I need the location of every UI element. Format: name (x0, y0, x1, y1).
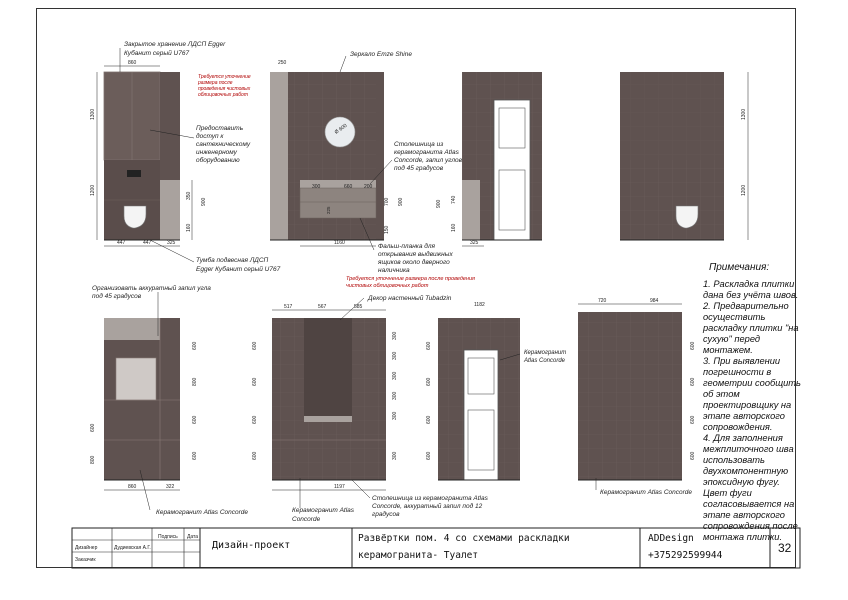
dim-label: Ø 600 (333, 122, 349, 136)
company-name: ADDesign (648, 533, 694, 544)
elevation-view-7 (426, 302, 520, 480)
door (464, 350, 498, 480)
mirror (116, 358, 156, 400)
callout-red-2: Требуется уточнение размера после проведения чистовых облицовочных работ (346, 276, 475, 289)
dim-label: 660 (344, 184, 353, 190)
dim-label: 600 (426, 415, 432, 424)
designer-name: Дудиевская А.Г. (114, 545, 151, 551)
dim-label: 860 (128, 484, 137, 490)
dim-label: 300 (392, 331, 398, 340)
elevation-view-1 (90, 60, 207, 246)
callout-porcelain-4: Керамогранит Atlas Concorde (600, 489, 693, 496)
elevation-view-4 (620, 72, 748, 240)
callout-decor: Декор настенный Tubadzin (368, 295, 452, 302)
dim-label: 325 (470, 240, 479, 246)
dim-label: 322 (166, 484, 175, 490)
dim-label: 600 (426, 341, 432, 350)
sheet-number: 32 (778, 541, 792, 555)
note-item: 2. Предварительно осуществить раскладку плитки "на сухую" перед монтажем. (703, 301, 799, 355)
sheet-title-line1: Развёртки пом. 4 со схемами раскладки (358, 533, 570, 544)
dim-label: 1300 (90, 108, 96, 120)
dim-label: 600 (252, 451, 258, 460)
dim-label: 900 (436, 199, 442, 208)
dim-label: 600 (192, 341, 198, 350)
dim-label: 567 (318, 304, 327, 310)
col-date-label: Дата (187, 534, 199, 540)
note-item: 1. Раскладка плитки дана без учёта швов. (703, 279, 799, 300)
callout-line: Кубанит серый U767 (124, 50, 190, 57)
dim-label: 1182 (474, 302, 485, 308)
dim-label: 600 (690, 341, 696, 350)
notes-panel (703, 262, 803, 543)
dim-label: 300 (392, 391, 398, 400)
note-item: 4. Для заполнения межплиточного шва использовать двухкомпонентную эпоксидную фугу. Цвет фуги согласовывается на этапе авторского сопровождения после монтажа плитки. (703, 433, 798, 542)
dim-label: 600 (192, 415, 198, 424)
dim-label: 600 (252, 341, 258, 350)
dim-label: 250 (278, 60, 287, 66)
role-designer: Дизайнер (75, 545, 98, 551)
dim-label: 300 (392, 371, 398, 380)
dim-label: 160 (186, 223, 192, 232)
dim-label: 600 (252, 415, 258, 424)
side-cabinet (160, 180, 180, 240)
dim-label: 800 (90, 455, 96, 464)
dim-label: 600 (426, 451, 432, 460)
dim-label: 1200 (741, 184, 747, 196)
elevation-view-2 (270, 60, 404, 246)
dim-label: 1200 (90, 184, 96, 196)
dim-label: 800 (192, 377, 198, 386)
dim-label: 984 (650, 298, 659, 304)
flush-button (127, 170, 141, 177)
callout-corner: Организовать аккуратный запил угла под 45 градусов (92, 285, 211, 300)
elevation-view-8 (578, 298, 696, 480)
dim-label: 447 (117, 240, 126, 246)
callout-cabinet: Тумба подвесная ЛДСП Egger Кубанит серый U767 (196, 257, 281, 273)
dim-label: 1160 (334, 240, 345, 246)
col-sign-label: Подпись (158, 534, 178, 540)
dim-label: 1197 (334, 484, 345, 490)
dim-label: 585 (354, 304, 363, 310)
dim-label: 600 (192, 451, 198, 460)
role-client: Заказчик (75, 557, 96, 563)
dim-label: 300 (392, 351, 398, 360)
elevation-view-6 (252, 304, 398, 490)
callout-countertop-1: Столешница из керамогранита Atlas Concorde, запил углов под 45 градусов (394, 141, 463, 172)
callout-storage (124, 41, 227, 57)
note-item: 3. При выявлении погрешности в геометрии сообщить об этом проектировщику на этапе авторского сопровождения. (703, 356, 801, 432)
project-label: Дизайн-проект (212, 540, 291, 551)
vanity-cabinet (300, 188, 376, 218)
dim-label: 720 (598, 298, 607, 304)
dim-label: 600 (252, 377, 258, 386)
dim-label: 600 (690, 415, 696, 424)
dim-label: 900 (398, 197, 404, 206)
dim-label: 350 (186, 191, 192, 200)
dim-label: 160 (451, 223, 457, 232)
dim-label: 600 (690, 377, 696, 386)
elevation-view-5 (90, 318, 198, 490)
dim-label: 300 (312, 184, 321, 190)
dim-label: 860 (128, 60, 137, 66)
dim-label: 447 (143, 240, 152, 246)
dim-label: 150 (384, 225, 390, 234)
dim-label: 225 (326, 206, 331, 214)
callout-red-1: Требуется уточнение размера после проведения чистовых облицовочных работ (198, 74, 251, 98)
dim-label: 600 (426, 377, 432, 386)
dim-label: 517 (284, 304, 293, 310)
company-phone: +375292599944 (648, 550, 723, 561)
dim-label: 300 (392, 451, 398, 460)
dim-label: 300 (392, 411, 398, 420)
dim-label: 600 (690, 451, 696, 460)
sheet-title-line2: керамогранита- Туалет (358, 550, 479, 561)
dim-label: 200 (364, 184, 373, 190)
dim-label: 600 (90, 423, 96, 432)
notes-title: Примечания: (709, 262, 770, 273)
dim-label: 325 (167, 240, 176, 246)
callout-porcelain-1: Керамогранит Atlas Concorde (156, 509, 249, 516)
dim-label: 740 (451, 195, 457, 204)
callout-mirror: Зеркало Emze Shine (350, 51, 412, 58)
dim-label: 900 (201, 197, 207, 206)
callout-porcelain-2: Керамогранит Atlas Concorde (292, 507, 355, 523)
callout-false-panel: Фальш-планка для открывания выдвижных ящиков около дверного наличника (378, 243, 453, 274)
callout-porcelain-right: Керамогранит Atlas Concorde (524, 350, 567, 364)
dim-label: 1300 (741, 108, 747, 120)
callout-line: Закрытое хранение ЛДСП Egger (124, 41, 226, 48)
dim-label: 700 (384, 197, 390, 206)
callout-countertop-2: Столешница из керамогранита Atlas Concorde, аккуратный запил под 12 градусов (372, 495, 488, 518)
callout-access: Предоставить доступ к сантехническому инженерному оборудованию (196, 125, 251, 164)
decor-panel (304, 318, 352, 416)
